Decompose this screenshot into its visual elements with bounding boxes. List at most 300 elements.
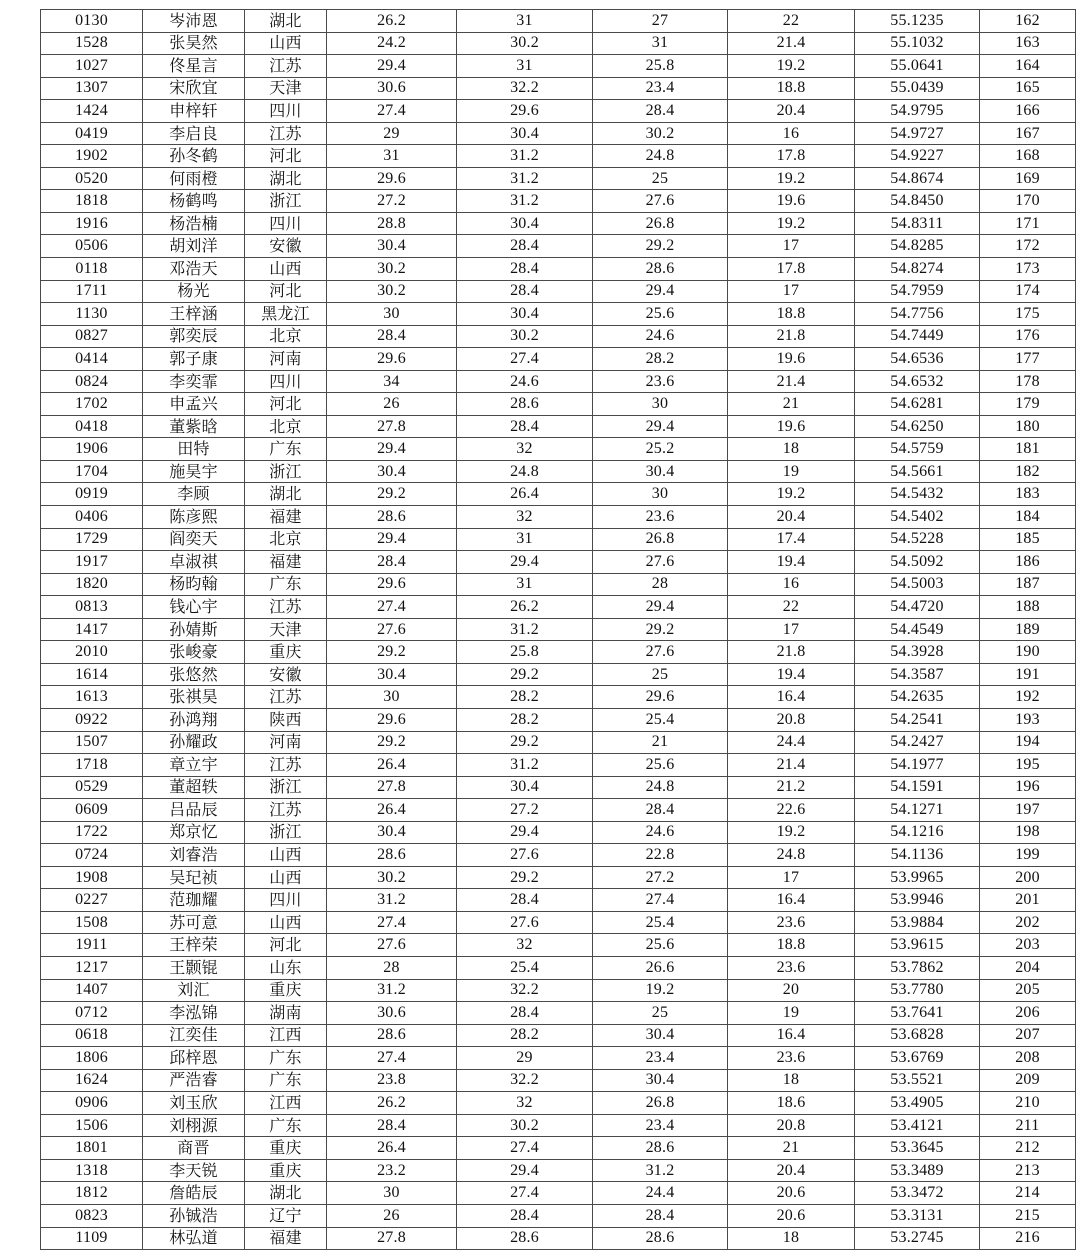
cell-total-score: 54.7959: [855, 280, 980, 303]
cell-total-score: 53.3131: [855, 1204, 980, 1227]
cell-candidate-id: 1508: [41, 911, 143, 934]
cell-rank: 169: [980, 167, 1076, 190]
cell-province: 北京: [245, 325, 327, 348]
cell-rank: 167: [980, 122, 1076, 145]
cell-score-3: 25: [593, 167, 728, 190]
cell-score-3: 24.8: [593, 776, 728, 799]
cell-candidate-id: 1507: [41, 731, 143, 754]
cell-score-4: 18.8: [728, 77, 855, 100]
cell-score-2: 24.6: [457, 370, 593, 393]
cell-score-2: 31.2: [457, 618, 593, 641]
cell-candidate-name: 杨昀翰: [143, 573, 245, 596]
cell-score-1: 26.4: [327, 799, 457, 822]
cell-score-2: 31: [457, 528, 593, 551]
table-row: [41, 1204, 1076, 1227]
cell-score-4: 20.4: [728, 1159, 855, 1182]
cell-score-2: 30.4: [457, 303, 593, 326]
cell-candidate-id: 1801: [41, 1137, 143, 1160]
table-row: [41, 754, 1076, 777]
cell-score-4: 17.8: [728, 258, 855, 281]
cell-rank: 198: [980, 821, 1076, 844]
cell-score-1: 29.6: [327, 167, 457, 190]
cell-rank: 203: [980, 934, 1076, 957]
cell-province: 江苏: [245, 754, 327, 777]
cell-candidate-name: 邓浩天: [143, 258, 245, 281]
cell-score-3: 23.4: [593, 77, 728, 100]
cell-total-score: 53.9884: [855, 911, 980, 934]
cell-candidate-id: 0506: [41, 235, 143, 258]
cell-candidate-name: 严浩睿: [143, 1069, 245, 1092]
table-row: [41, 77, 1076, 100]
cell-rank: 205: [980, 979, 1076, 1002]
cell-rank: 176: [980, 325, 1076, 348]
cell-total-score: 54.1591: [855, 776, 980, 799]
cell-rank: 213: [980, 1159, 1076, 1182]
cell-score-3: 23.4: [593, 1047, 728, 1070]
cell-rank: 211: [980, 1114, 1076, 1137]
cell-score-3: 23.6: [593, 370, 728, 393]
cell-candidate-id: 0813: [41, 596, 143, 619]
cell-score-4: 21.4: [728, 32, 855, 55]
cell-total-score: 54.9727: [855, 122, 980, 145]
cell-score-3: 28.2: [593, 348, 728, 371]
cell-score-4: 18: [728, 1227, 855, 1250]
table-row: [41, 776, 1076, 799]
cell-province: 重庆: [245, 1137, 327, 1160]
cell-score-2: 30.2: [457, 32, 593, 55]
cell-candidate-name: 施昊宇: [143, 460, 245, 483]
cell-score-1: 30.2: [327, 258, 457, 281]
cell-rank: 189: [980, 618, 1076, 641]
cell-score-2: 32: [457, 934, 593, 957]
cell-candidate-id: 1624: [41, 1069, 143, 1092]
cell-candidate-id: 1902: [41, 145, 143, 168]
cell-score-1: 28.4: [327, 551, 457, 574]
cell-score-2: 28.6: [457, 1227, 593, 1250]
cell-province: 江苏: [245, 799, 327, 822]
cell-total-score: 54.9795: [855, 100, 980, 123]
cell-score-3: 26.8: [593, 212, 728, 235]
cell-score-2: 26.2: [457, 596, 593, 619]
cell-score-2: 31: [457, 10, 593, 33]
cell-total-score: 53.4121: [855, 1114, 980, 1137]
cell-score-3: 29.6: [593, 686, 728, 709]
cell-score-1: 27.6: [327, 618, 457, 641]
cell-score-2: 28.4: [457, 1204, 593, 1227]
cell-province: 山西: [245, 844, 327, 867]
cell-score-4: 21.2: [728, 776, 855, 799]
cell-score-2: 29.4: [457, 1159, 593, 1182]
cell-candidate-name: 孙耀政: [143, 731, 245, 754]
cell-score-2: 28.4: [457, 415, 593, 438]
cell-score-4: 18.6: [728, 1092, 855, 1115]
cell-candidate-id: 1407: [41, 979, 143, 1002]
cell-score-4: 20.4: [728, 506, 855, 529]
cell-province: 广东: [245, 573, 327, 596]
cell-rank: 200: [980, 866, 1076, 889]
table-row: [41, 1069, 1076, 1092]
cell-score-4: 20.8: [728, 708, 855, 731]
cell-score-2: 28.2: [457, 1024, 593, 1047]
cell-score-2: 31.2: [457, 145, 593, 168]
table-row: [41, 844, 1076, 867]
cell-score-2: 30.4: [457, 776, 593, 799]
cell-score-2: 29.4: [457, 551, 593, 574]
cell-score-3: 24.4: [593, 1182, 728, 1205]
cell-score-3: 28.6: [593, 1227, 728, 1250]
cell-total-score: 53.7641: [855, 1002, 980, 1025]
cell-score-2: 28.2: [457, 686, 593, 709]
cell-score-1: 27.4: [327, 1047, 457, 1070]
cell-rank: 206: [980, 1002, 1076, 1025]
cell-total-score: 54.2541: [855, 708, 980, 731]
cell-province: 广东: [245, 1069, 327, 1092]
cell-province: 重庆: [245, 641, 327, 664]
cell-rank: 166: [980, 100, 1076, 123]
cell-score-1: 31: [327, 145, 457, 168]
cell-rank: 188: [980, 596, 1076, 619]
cell-rank: 210: [980, 1092, 1076, 1115]
cell-score-1: 30: [327, 686, 457, 709]
cell-rank: 195: [980, 754, 1076, 777]
score-ranking-table: [40, 9, 1076, 1250]
cell-candidate-id: 0414: [41, 348, 143, 371]
cell-score-2: 25.4: [457, 956, 593, 979]
cell-total-score: 54.5092: [855, 551, 980, 574]
table-row: [41, 415, 1076, 438]
cell-province: 浙江: [245, 821, 327, 844]
table-row: [41, 303, 1076, 326]
cell-score-2: 27.4: [457, 348, 593, 371]
cell-score-4: 22: [728, 596, 855, 619]
cell-candidate-id: 1613: [41, 686, 143, 709]
table-row: [41, 1114, 1076, 1137]
cell-score-4: 17: [728, 618, 855, 641]
cell-rank: 215: [980, 1204, 1076, 1227]
table-row: [41, 348, 1076, 371]
cell-rank: 183: [980, 483, 1076, 506]
cell-total-score: 54.5759: [855, 438, 980, 461]
cell-score-4: 16: [728, 122, 855, 145]
cell-score-1: 26.4: [327, 1137, 457, 1160]
cell-score-4: 23.6: [728, 911, 855, 934]
cell-candidate-id: 2010: [41, 641, 143, 664]
cell-score-3: 25.6: [593, 303, 728, 326]
cell-score-2: 31.2: [457, 167, 593, 190]
cell-province: 江苏: [245, 686, 327, 709]
cell-score-2: 28.2: [457, 708, 593, 731]
cell-total-score: 53.7862: [855, 956, 980, 979]
cell-rank: 185: [980, 528, 1076, 551]
cell-score-3: 28: [593, 573, 728, 596]
cell-candidate-name: 吴玘祯: [143, 866, 245, 889]
cell-score-3: 24.6: [593, 821, 728, 844]
table-row: [41, 821, 1076, 844]
cell-score-3: 27.6: [593, 551, 728, 574]
cell-province: 四川: [245, 889, 327, 912]
cell-total-score: 53.2745: [855, 1227, 980, 1250]
cell-score-4: 19.6: [728, 415, 855, 438]
cell-candidate-name: 江奕佳: [143, 1024, 245, 1047]
cell-score-1: 27.4: [327, 100, 457, 123]
cell-total-score: 54.6532: [855, 370, 980, 393]
table-row: [41, 618, 1076, 641]
cell-candidate-name: 范珈耀: [143, 889, 245, 912]
table-row: [41, 1002, 1076, 1025]
cell-score-1: 29.6: [327, 573, 457, 596]
cell-candidate-id: 1318: [41, 1159, 143, 1182]
cell-score-4: 16: [728, 573, 855, 596]
cell-total-score: 54.6250: [855, 415, 980, 438]
cell-rank: 164: [980, 55, 1076, 78]
cell-province: 陕西: [245, 708, 327, 731]
cell-total-score: 54.8674: [855, 167, 980, 190]
cell-score-1: 28.6: [327, 506, 457, 529]
cell-score-3: 29.4: [593, 415, 728, 438]
cell-candidate-name: 吕品辰: [143, 799, 245, 822]
cell-rank: 168: [980, 145, 1076, 168]
cell-total-score: 54.8311: [855, 212, 980, 235]
cell-candidate-name: 杨鹤鸣: [143, 190, 245, 213]
cell-score-3: 25: [593, 663, 728, 686]
cell-candidate-name: 李奕霏: [143, 370, 245, 393]
cell-rank: 193: [980, 708, 1076, 731]
cell-score-1: 28.4: [327, 325, 457, 348]
cell-candidate-id: 0130: [41, 10, 143, 33]
cell-candidate-id: 1528: [41, 32, 143, 55]
cell-score-1: 29: [327, 122, 457, 145]
cell-candidate-name: 李启良: [143, 122, 245, 145]
cell-score-2: 29.6: [457, 100, 593, 123]
cell-total-score: 54.5228: [855, 528, 980, 551]
table-row: [41, 235, 1076, 258]
cell-candidate-name: 孙铖浩: [143, 1204, 245, 1227]
cell-score-1: 30.4: [327, 663, 457, 686]
cell-candidate-id: 1417: [41, 618, 143, 641]
cell-score-1: 27.4: [327, 911, 457, 934]
cell-total-score: 54.3587: [855, 663, 980, 686]
cell-rank: 170: [980, 190, 1076, 213]
cell-score-3: 24.6: [593, 325, 728, 348]
cell-score-2: 31.2: [457, 754, 593, 777]
cell-candidate-name: 何雨橙: [143, 167, 245, 190]
cell-score-3: 31: [593, 32, 728, 55]
cell-province: 四川: [245, 370, 327, 393]
cell-candidate-name: 孙冬鹤: [143, 145, 245, 168]
cell-rank: 174: [980, 280, 1076, 303]
cell-score-3: 30: [593, 393, 728, 416]
table-row: [41, 866, 1076, 889]
cell-score-4: 24.8: [728, 844, 855, 867]
cell-score-4: 19.2: [728, 483, 855, 506]
cell-score-4: 17.8: [728, 145, 855, 168]
cell-score-2: 30.4: [457, 212, 593, 235]
cell-candidate-id: 1820: [41, 573, 143, 596]
cell-candidate-name: 王梓荣: [143, 934, 245, 957]
cell-score-3: 25.6: [593, 754, 728, 777]
cell-province: 广东: [245, 438, 327, 461]
cell-score-4: 19.2: [728, 167, 855, 190]
table-row: [41, 731, 1076, 754]
table-row: [41, 55, 1076, 78]
cell-candidate-name: 李泓锦: [143, 1002, 245, 1025]
cell-total-score: 54.2427: [855, 731, 980, 754]
cell-score-3: 29.2: [593, 618, 728, 641]
cell-total-score: 53.4905: [855, 1092, 980, 1115]
cell-score-1: 28.4: [327, 1114, 457, 1137]
cell-province: 江西: [245, 1024, 327, 1047]
cell-rank: 207: [980, 1024, 1076, 1047]
cell-score-1: 29.6: [327, 348, 457, 371]
cell-total-score: 54.1977: [855, 754, 980, 777]
cell-province: 浙江: [245, 776, 327, 799]
cell-score-1: 23.2: [327, 1159, 457, 1182]
cell-score-2: 27.4: [457, 1182, 593, 1205]
cell-candidate-id: 1906: [41, 438, 143, 461]
cell-rank: 190: [980, 641, 1076, 664]
table-row: [41, 889, 1076, 912]
cell-candidate-id: 1027: [41, 55, 143, 78]
cell-candidate-name: 詹皓辰: [143, 1182, 245, 1205]
cell-total-score: 54.1271: [855, 799, 980, 822]
cell-score-3: 27: [593, 10, 728, 33]
cell-score-4: 21.8: [728, 641, 855, 664]
cell-score-3: 25.8: [593, 55, 728, 78]
cell-score-3: 27.2: [593, 866, 728, 889]
cell-total-score: 53.9615: [855, 934, 980, 957]
cell-score-1: 29.2: [327, 731, 457, 754]
cell-score-1: 30.4: [327, 460, 457, 483]
cell-score-3: 28.4: [593, 799, 728, 822]
cell-candidate-name: 胡刘洋: [143, 235, 245, 258]
cell-score-3: 30.2: [593, 122, 728, 145]
cell-province: 江西: [245, 1092, 327, 1115]
cell-candidate-id: 0118: [41, 258, 143, 281]
cell-candidate-name: 王梓涵: [143, 303, 245, 326]
cell-total-score: 53.3645: [855, 1137, 980, 1160]
cell-total-score: 54.8450: [855, 190, 980, 213]
cell-candidate-name: 张峻豪: [143, 641, 245, 664]
cell-candidate-name: 杨浩楠: [143, 212, 245, 235]
cell-province: 湖北: [245, 10, 327, 33]
cell-score-3: 27.6: [593, 190, 728, 213]
cell-score-3: 25.2: [593, 438, 728, 461]
cell-score-1: 27.8: [327, 1227, 457, 1250]
cell-score-4: 16.4: [728, 1024, 855, 1047]
cell-score-1: 29.2: [327, 641, 457, 664]
cell-candidate-id: 0227: [41, 889, 143, 912]
cell-score-2: 28.4: [457, 889, 593, 912]
cell-candidate-id: 1729: [41, 528, 143, 551]
cell-rank: 181: [980, 438, 1076, 461]
cell-rank: 212: [980, 1137, 1076, 1160]
cell-score-4: 23.6: [728, 956, 855, 979]
table-row: [41, 573, 1076, 596]
cell-candidate-id: 0906: [41, 1092, 143, 1115]
cell-score-1: 31.2: [327, 979, 457, 1002]
cell-total-score: 53.6828: [855, 1024, 980, 1047]
cell-rank: 162: [980, 10, 1076, 33]
cell-rank: 199: [980, 844, 1076, 867]
cell-score-1: 28.6: [327, 1024, 457, 1047]
cell-score-4: 18: [728, 438, 855, 461]
cell-candidate-id: 1916: [41, 212, 143, 235]
cell-candidate-name: 阎奕天: [143, 528, 245, 551]
cell-score-3: 23.4: [593, 1114, 728, 1137]
table-row: [41, 370, 1076, 393]
table-row: [41, 1159, 1076, 1182]
cell-province: 安徽: [245, 235, 327, 258]
cell-total-score: 53.3472: [855, 1182, 980, 1205]
cell-score-4: 19.2: [728, 55, 855, 78]
cell-total-score: 54.5402: [855, 506, 980, 529]
cell-province: 山西: [245, 258, 327, 281]
cell-score-2: 32: [457, 438, 593, 461]
cell-province: 河北: [245, 145, 327, 168]
cell-score-2: 28.4: [457, 1002, 593, 1025]
cell-score-4: 19: [728, 1002, 855, 1025]
table-row: [41, 32, 1076, 55]
cell-score-1: 30.2: [327, 280, 457, 303]
cell-score-2: 31: [457, 573, 593, 596]
table-row: [41, 1182, 1076, 1205]
cell-score-3: 25.6: [593, 934, 728, 957]
table-row: [41, 212, 1076, 235]
cell-score-2: 29.2: [457, 731, 593, 754]
cell-score-2: 32: [457, 1092, 593, 1115]
cell-score-2: 31: [457, 55, 593, 78]
cell-rank: 165: [980, 77, 1076, 100]
cell-score-2: 29.2: [457, 866, 593, 889]
cell-score-1: 28.6: [327, 844, 457, 867]
cell-score-1: 30.6: [327, 77, 457, 100]
cell-candidate-name: 申梓轩: [143, 100, 245, 123]
cell-rank: 163: [980, 32, 1076, 55]
score-table-container: [40, 9, 1040, 1250]
cell-score-1: 26: [327, 393, 457, 416]
cell-candidate-id: 0724: [41, 844, 143, 867]
cell-province: 江苏: [245, 596, 327, 619]
cell-score-4: 21: [728, 393, 855, 416]
cell-candidate-id: 1806: [41, 1047, 143, 1070]
cell-province: 山东: [245, 956, 327, 979]
cell-province: 福建: [245, 506, 327, 529]
table-row: [41, 10, 1076, 33]
cell-candidate-name: 杨光: [143, 280, 245, 303]
cell-province: 重庆: [245, 979, 327, 1002]
cell-candidate-id: 1704: [41, 460, 143, 483]
cell-score-1: 30: [327, 1182, 457, 1205]
cell-rank: 192: [980, 686, 1076, 709]
cell-score-3: 31.2: [593, 1159, 728, 1182]
cell-candidate-id: 1911: [41, 934, 143, 957]
table-row: [41, 1137, 1076, 1160]
cell-rank: 180: [980, 415, 1076, 438]
cell-score-4: 17: [728, 235, 855, 258]
cell-province: 山西: [245, 866, 327, 889]
table-row: [41, 438, 1076, 461]
cell-candidate-name: 商晋: [143, 1137, 245, 1160]
cell-score-1: 30.4: [327, 821, 457, 844]
cell-score-1: 29.4: [327, 528, 457, 551]
cell-score-3: 30: [593, 483, 728, 506]
table-row: [41, 979, 1076, 1002]
cell-total-score: 54.5661: [855, 460, 980, 483]
cell-candidate-id: 1506: [41, 1114, 143, 1137]
cell-total-score: 54.2635: [855, 686, 980, 709]
cell-rank: 191: [980, 663, 1076, 686]
cell-rank: 179: [980, 393, 1076, 416]
